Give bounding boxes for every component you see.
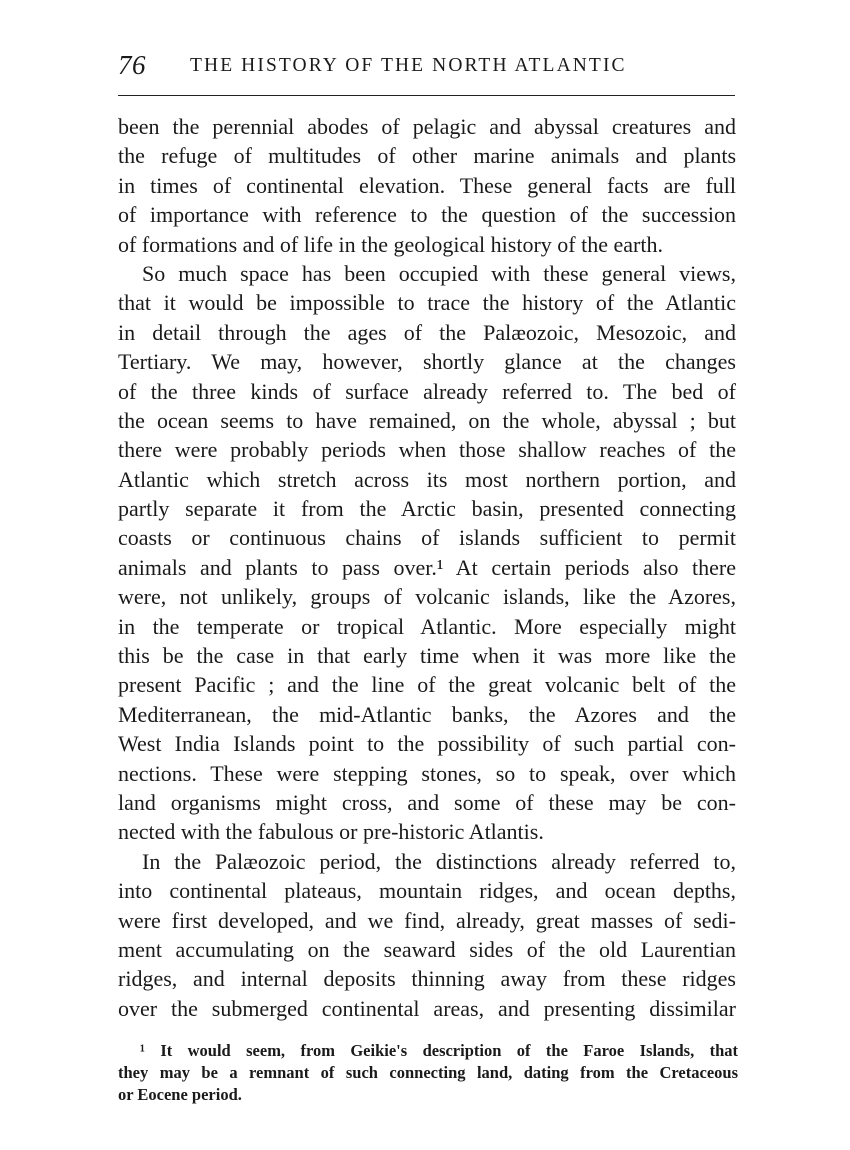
- text-line: of importance with reference to the question of the succession: [118, 202, 736, 228]
- text-line: the ocean seems to have remained, on the whole, abyssal ; but: [118, 407, 736, 433]
- footnote-line: or Eocene period.: [118, 1085, 242, 1104]
- text-line: In the Palæozoic period, the distinctions already referred to,: [142, 848, 736, 874]
- text-line: into continental plateaus, mountain ridges, and ocean depths,: [118, 878, 736, 904]
- text-line: Atlantic which stretch across its most northern portion, and: [118, 466, 736, 492]
- footnote-line: ¹ It would seem, from Geikie's description of the Faroe Islands, that: [140, 1041, 738, 1060]
- text-line: this be the case in that early time when it was more like the: [118, 643, 736, 669]
- text-line: partly separate it from the Arctic basin, presented connecting: [118, 496, 736, 522]
- text-line: been the perennial abodes of pelagic and abyssal creatures and: [118, 114, 736, 139]
- page-header: [118, 50, 738, 82]
- text-line: that it would be impossible to trace the history of the Atlantic: [118, 290, 736, 316]
- text-line: West India Islands point to the possibility of such partial con-: [118, 731, 736, 757]
- text-line: were, not unlikely, groups of volcanic islands, like the Azores,: [118, 584, 736, 610]
- text-line: in the temperate or tropical Atlantic. More especially might: [118, 613, 736, 639]
- text-line: over the submerged continental areas, and presenting dissimilar: [118, 995, 736, 1021]
- text-line: were first developed, and we find, already, great masses of sedi-: [118, 907, 736, 933]
- text-line: ment accumulating on the seaward sides of the old Laurentian: [118, 936, 736, 962]
- text-line: ridges, and internal deposits thinning away from these ridges: [118, 966, 736, 992]
- text-line: nected with the fabulous or pre-historic Atlantis.: [118, 819, 544, 845]
- text-line: in detail through the ages of the Palæozoic, Mesozoic, and: [118, 319, 736, 345]
- text-line: there were probably periods when those shallow reaches of the: [118, 437, 736, 463]
- text-line: nections. These were stepping stones, so to speak, over which: [118, 760, 736, 786]
- footnote: [118, 1040, 738, 1106]
- text-line: coasts or continuous chains of islands sufficient to permit: [118, 525, 736, 551]
- footnote-line: they may be a remnant of such connecting land, dating from the Cretaceous: [118, 1063, 738, 1082]
- page-number: 76: [118, 50, 146, 80]
- text-line: animals and plants to pass over.¹ At certain periods also there: [118, 554, 736, 580]
- text-line: the refuge of multitudes of other marine animals and plants: [118, 143, 736, 169]
- text-line: Tertiary. We may, however, shortly glance at the changes: [118, 349, 736, 375]
- text-line: in times of continental elevation. These general facts are full: [118, 172, 736, 198]
- text-line: land organisms might cross, and some of these may be con-: [118, 789, 736, 815]
- text-line: of formations and of life in the geological history of the earth.: [118, 231, 663, 257]
- header-rule: [118, 95, 735, 96]
- text-line: So much space has been occupied with these general views,: [142, 260, 736, 286]
- text-line: of the three kinds of surface already referred to. The bed of: [118, 378, 736, 404]
- running-head: THE HISTORY OF THE NORTH ATLANTIC: [190, 55, 627, 76]
- body-text: [118, 112, 736, 1023]
- text-line: present Pacific ; and the line of the great volcanic belt of the: [118, 672, 736, 698]
- text-line: Mediterranean, the mid-Atlantic banks, the Azores and the: [118, 701, 736, 727]
